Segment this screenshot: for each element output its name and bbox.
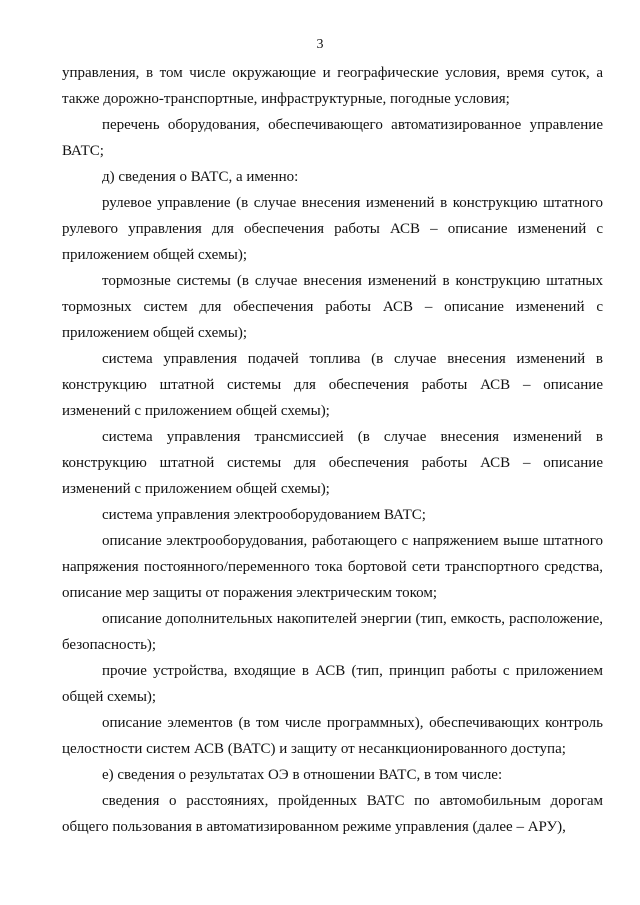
- document-body: [62, 60, 603, 840]
- paragraph: сведения о расстояниях, пройденных ВАТС по автомобильным дорогам общего пользования в автоматизированном режиме управления (далее – АРУ),: [62, 793, 603, 835]
- paragraph: описание электрооборудования, работающего с напряжением выше штатного напряжения постоянного/переменного тока бортовой сети транспортного средства, описание мер защиты от поражения электрическим током;: [62, 533, 603, 601]
- paragraph: описание элементов (в том числе программных), обеспечивающих контроль целостности систем АСВ (ВАТС) и защиту от несанкционированного доступа;: [62, 715, 603, 757]
- paragraph: рулевое управление (в случае внесения изменений в конструкцию штатного рулевого управления для обеспечения работы АСВ – описание изменений с приложением общей схемы);: [62, 195, 603, 263]
- paragraph: управления, в том числе окружающие и географические условия, время суток, а также дорожно-транспортные, инфраструктурные, погодные условия;: [62, 65, 603, 107]
- paragraph: система управления подачей топлива (в случае внесения изменений в конструкцию штатной системы для обеспечения работы АСВ – описание изменений с приложением общей схемы);: [62, 351, 603, 419]
- paragraph: е) сведения о результатах ОЭ в отношении ВАТС, в том числе:: [102, 767, 503, 783]
- paragraph: прочие устройства, входящие в АСВ (тип, принцип работы с приложением общей схемы);: [62, 663, 603, 705]
- paragraph: перечень оборудования, обеспечивающего автоматизированное управление ВАТС;: [62, 117, 603, 159]
- paragraph: система управления электрооборудованием ВАТС;: [102, 507, 426, 523]
- paragraph: д) сведения о ВАТС, а именно:: [102, 169, 299, 185]
- paragraph: описание дополнительных накопителей энергии (тип, емкость, расположение, безопасность);: [62, 611, 603, 653]
- page-number: 3: [316, 37, 324, 52]
- paragraph: система управления трансмиссией (в случае внесения изменений в конструкцию штатной системы для обеспечения работы АСВ – описание изменений с приложением общей схемы);: [62, 429, 603, 497]
- paragraph: тормозные системы (в случае внесения изменений в конструкцию штатных тормозных систем для обеспечения работы АСВ – описание изменений с приложением общей схемы);: [62, 273, 603, 341]
